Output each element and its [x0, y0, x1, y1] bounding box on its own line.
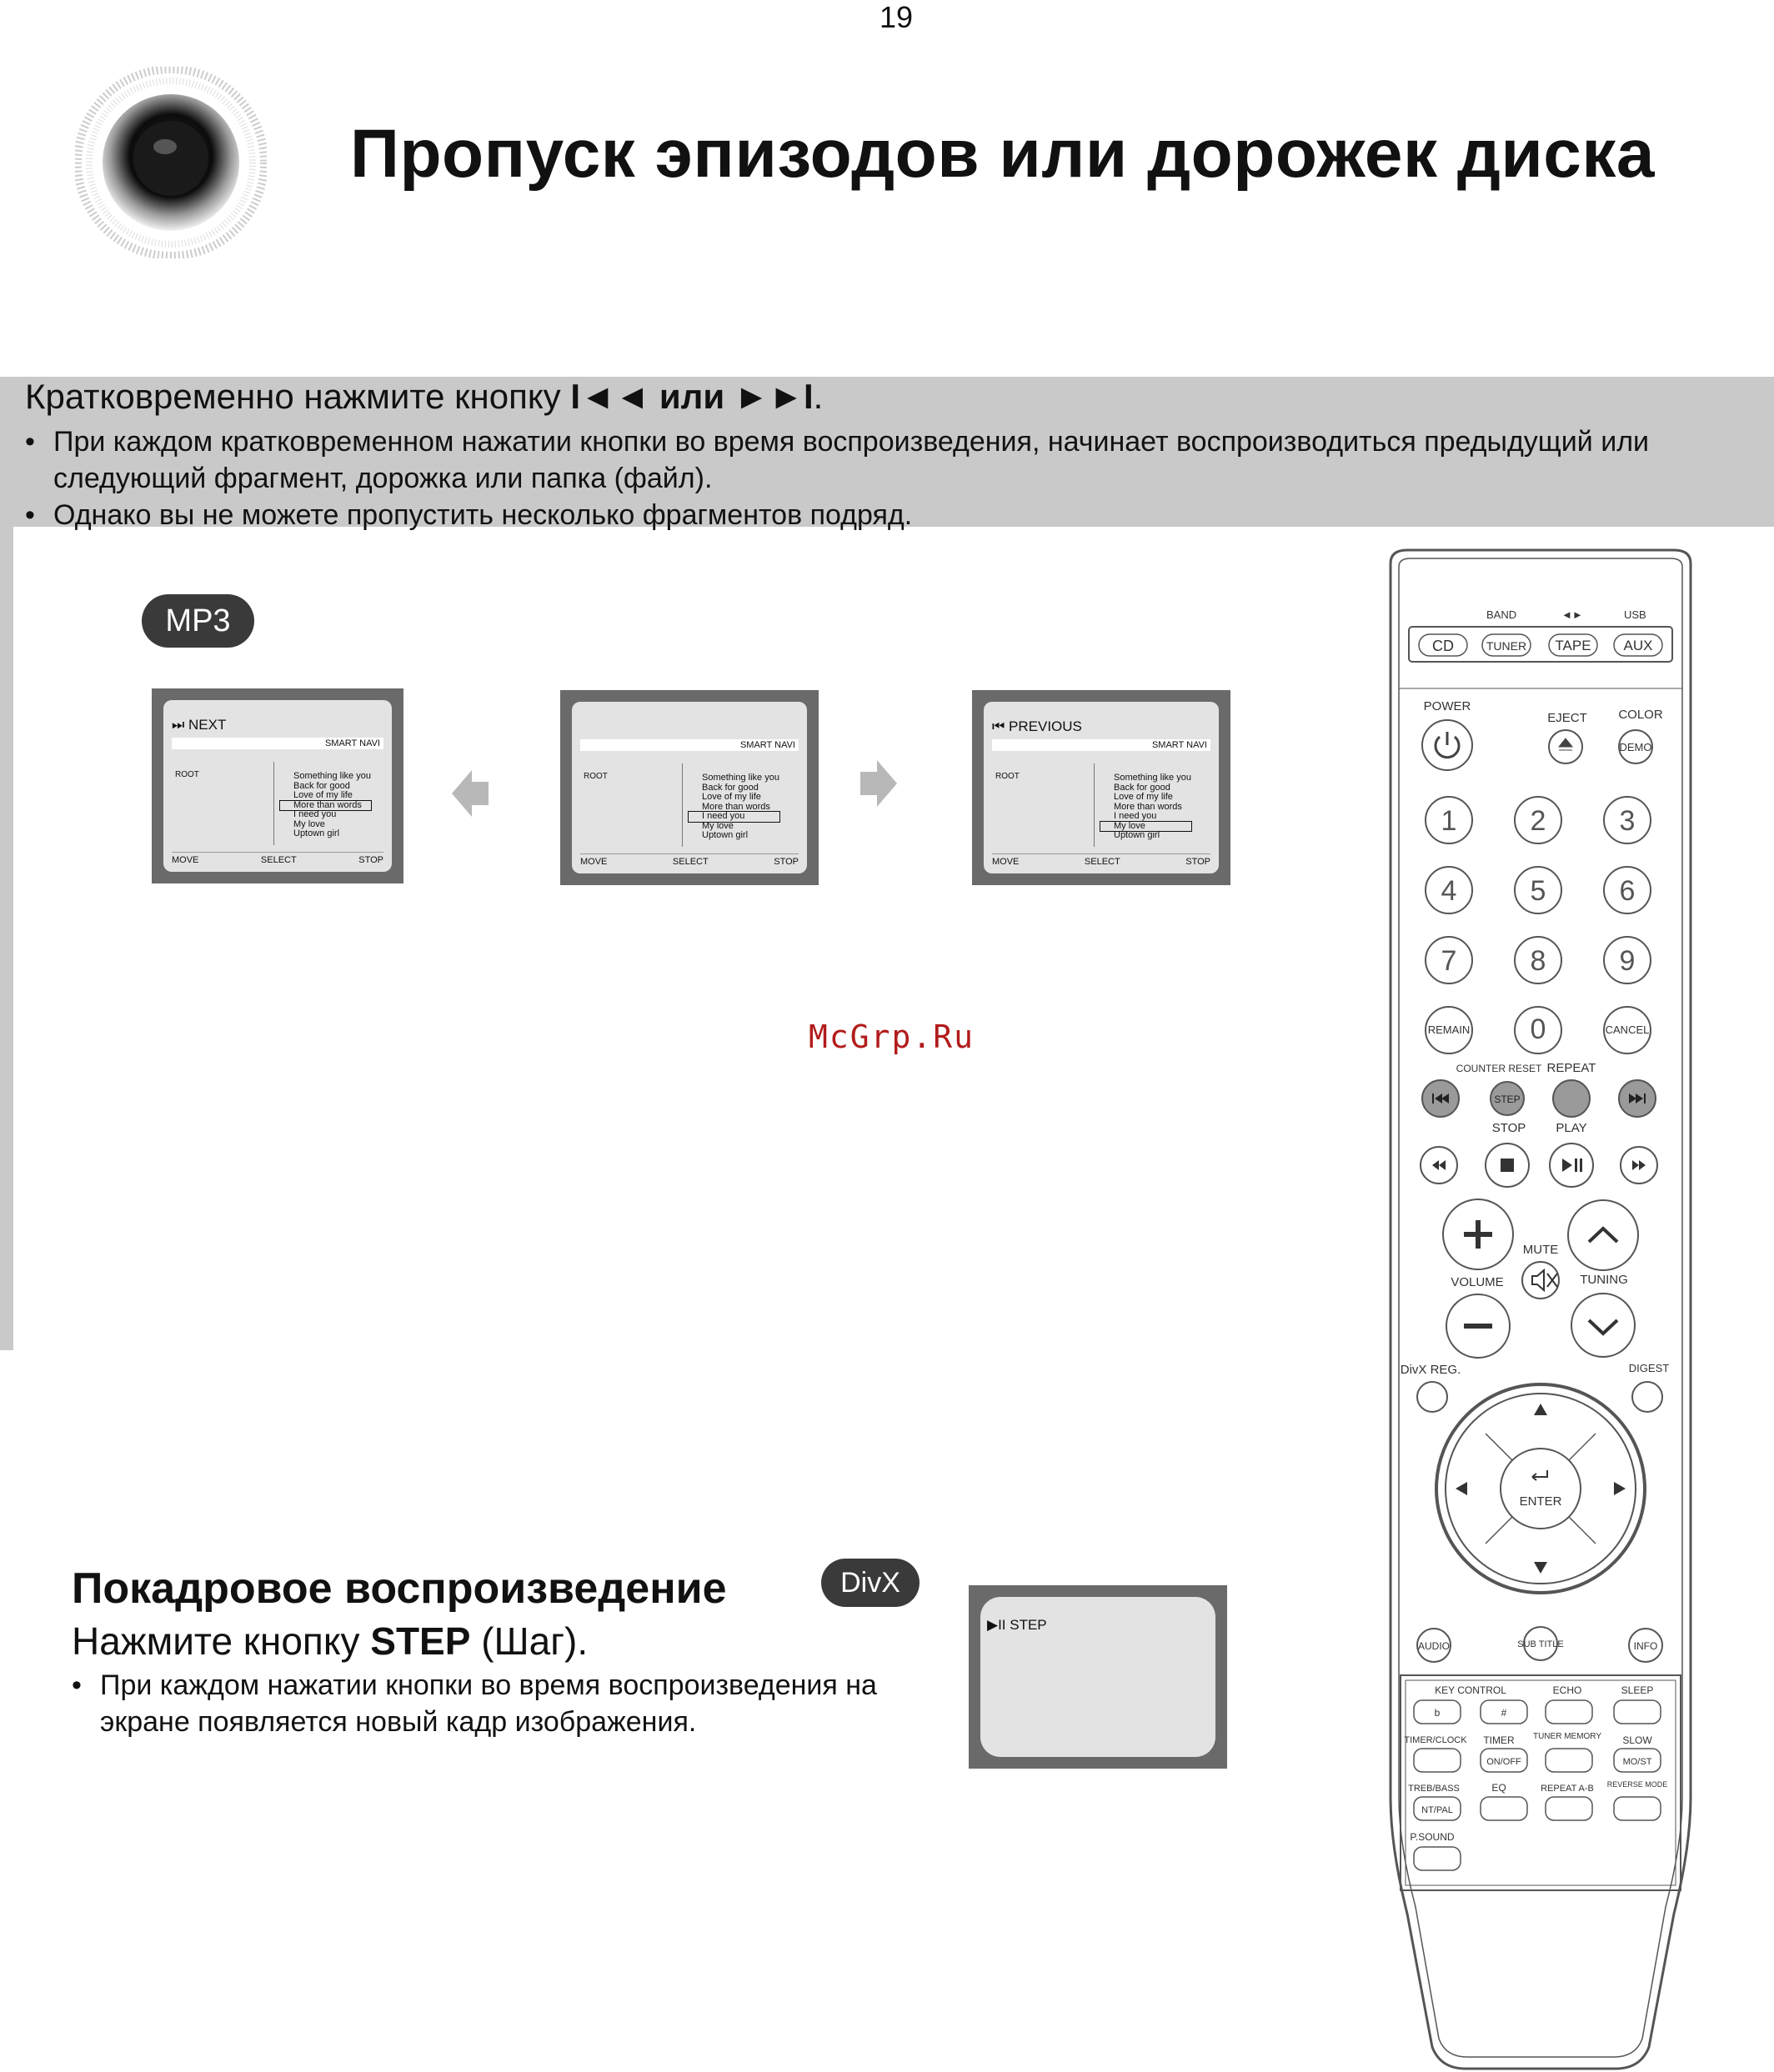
- footer-hint: SELECT: [672, 857, 709, 867]
- track-item[interactable]: I need you: [293, 809, 337, 819]
- subtitle-label: SUB TITLE: [1517, 1639, 1564, 1649]
- bullet-2-text: Однако вы не можете пропустить несколько фрагментов подряд.: [53, 499, 913, 531]
- digit-1[interactable]: 1: [1441, 805, 1457, 837]
- reverse-mode-label: REVERSE MODE: [1606, 1780, 1668, 1789]
- track-item[interactable]: Uptown girl: [293, 828, 340, 838]
- track-item[interactable]: Love of my life: [702, 792, 761, 802]
- smart-navi-bar: SMART NAVI: [172, 738, 383, 749]
- digit-2[interactable]: 2: [1530, 805, 1546, 837]
- track-item[interactable]: Back for good: [702, 782, 759, 793]
- mute-label: MUTE: [1522, 1243, 1559, 1257]
- sleep-label: SLEEP: [1621, 1684, 1654, 1696]
- track-item[interactable]: Love of my life: [293, 790, 353, 800]
- sleep-button[interactable]: [1614, 1700, 1661, 1724]
- mp3-badge: MP3: [142, 594, 254, 648]
- skip-instruction-text: Кратковременно нажмите кнопку: [25, 377, 571, 416]
- track-item[interactable]: Something like you: [702, 773, 779, 783]
- volume-label: VOLUME: [1451, 1275, 1504, 1289]
- band-label: BAND: [1486, 608, 1517, 621]
- cancel-label: CANCEL: [1605, 1023, 1650, 1036]
- enter-icon: [1532, 1470, 1547, 1480]
- repeat-label: REPEAT: [1546, 1061, 1596, 1075]
- root-folder: ROOT: [584, 772, 608, 781]
- repeat-ab-button[interactable]: [1546, 1797, 1592, 1820]
- track-list: [689, 773, 779, 841]
- screen-divider: [682, 763, 683, 847]
- play-pause-icon: [1562, 1159, 1582, 1172]
- root-folder: ROOT: [175, 770, 199, 779]
- footer-hint: MOVE: [580, 857, 608, 867]
- smart-navi-bar: SMART NAVI: [992, 739, 1210, 751]
- repeat-button[interactable]: [1553, 1080, 1590, 1117]
- play-label: PLAY: [1556, 1121, 1587, 1135]
- footer-hint: STOP: [1185, 857, 1210, 867]
- track-item[interactable]: I need you: [689, 812, 779, 822]
- p-sound-button[interactable]: [1414, 1847, 1461, 1870]
- aux-label: AUX: [1623, 638, 1653, 653]
- step-screen: [969, 1585, 1227, 1769]
- fast-forward-icon: [1632, 1160, 1646, 1170]
- power-icon: [1436, 732, 1459, 758]
- digest-button[interactable]: [1632, 1382, 1662, 1412]
- bullet-3: • При каждом нажатии кнопки во время воспроизведения на экране появляется новый кадр изображения.: [72, 1667, 955, 1740]
- timer-clock-button[interactable]: [1414, 1749, 1461, 1772]
- skip-instruction-end: .: [813, 377, 824, 416]
- footer-hint: SELECT: [1084, 857, 1120, 867]
- eq-label: EQ: [1491, 1782, 1506, 1794]
- stop-icon: [1501, 1159, 1514, 1172]
- chevron-down-icon: [1589, 1320, 1617, 1334]
- counter-reset-label: COUNTER RESET: [1456, 1063, 1542, 1074]
- page-number: 19: [879, 0, 914, 34]
- color-label: COLOR: [1618, 708, 1663, 722]
- digit-3[interactable]: 3: [1619, 805, 1636, 837]
- usb-label: USB: [1624, 608, 1646, 621]
- track-item[interactable]: Uptown girl: [702, 830, 749, 840]
- timer-clock-label: TIMER/CLOCK: [1404, 1735, 1467, 1745]
- mute-button[interactable]: [1522, 1262, 1559, 1299]
- tuning-label: TUNING: [1580, 1273, 1628, 1287]
- step-instruction: [72, 1619, 588, 1664]
- screen-title: ⏭ NEXT: [172, 717, 227, 733]
- footer-hint: MOVE: [992, 857, 1020, 867]
- digit-0[interactable]: 0: [1530, 1013, 1546, 1045]
- track-item[interactable]: Uptown girl: [1114, 830, 1160, 840]
- eject-label: EJECT: [1547, 711, 1587, 725]
- digit-4[interactable]: 4: [1441, 875, 1457, 907]
- track-item[interactable]: My love: [1100, 822, 1191, 832]
- tuner-label: TUNER: [1486, 639, 1527, 653]
- nav-up-icon[interactable]: [1534, 1404, 1547, 1415]
- track-item[interactable]: My love: [293, 818, 325, 829]
- info-label: INFO: [1633, 1640, 1658, 1652]
- arrow-left-icon: [452, 770, 489, 817]
- tuning-down-button[interactable]: [1571, 1294, 1635, 1357]
- mute-icon: [1532, 1270, 1557, 1290]
- smart-navi-bar: SMART NAVI: [580, 739, 799, 751]
- plus-icon: [1464, 1220, 1492, 1249]
- track-item[interactable]: My love: [702, 820, 734, 831]
- screen-footer: [172, 852, 383, 865]
- sharp-label: #: [1501, 1707, 1507, 1719]
- track-item[interactable]: Something like you: [293, 771, 371, 781]
- bullet-1-text: При каждом кратковременном нажатии кнопки во время воспроизведения, начинает воспроизводиться предыдущий или следующий фрагмент, дорожка или папка (файл).: [53, 426, 1650, 494]
- screen-current: [560, 690, 819, 885]
- footer-hint: SELECT: [260, 855, 297, 865]
- on-off-label: ON/OFF: [1486, 1757, 1521, 1767]
- tape-label: TAPE: [1555, 638, 1591, 653]
- audio-label: AUDIO: [1417, 1640, 1451, 1652]
- key-control-label: KEY CONTROL: [1435, 1684, 1506, 1696]
- watermark: McGrp.Ru: [809, 1018, 975, 1055]
- power-label: POWER: [1423, 699, 1471, 713]
- echo-label: ECHO: [1552, 1684, 1582, 1696]
- flat-label: b: [1434, 1707, 1441, 1719]
- step-heading: Покадровое воспроизведение: [72, 1564, 727, 1613]
- digit-7[interactable]: 7: [1441, 945, 1457, 977]
- footer-hint: STOP: [358, 855, 383, 865]
- digest-label: DIGEST: [1628, 1362, 1670, 1374]
- digit-9[interactable]: 9: [1619, 945, 1636, 977]
- mo-st-label: MO/ST: [1622, 1757, 1652, 1767]
- divx-reg-label: DivX REG.: [1400, 1363, 1461, 1377]
- skip-instruction: [25, 377, 823, 417]
- skip-buttons-text: I◄◄ или ►►I: [570, 377, 814, 416]
- track-item[interactable]: More than words: [702, 801, 770, 812]
- eject-icon: [1559, 738, 1572, 750]
- disc-icon: [75, 67, 267, 258]
- track-item[interactable]: Something like you: [1114, 773, 1191, 783]
- treb-bass-label: TREB/BASS: [1408, 1784, 1460, 1794]
- tuner-memory-button[interactable]: [1546, 1749, 1592, 1772]
- bullet-2: • Однако вы не можете пропустить несколько фрагментов подряд.: [25, 497, 1759, 533]
- tape-dir-label: ◄►: [1561, 608, 1583, 621]
- left-rule: [0, 527, 13, 1350]
- bullet-3-text: При каждом нажатии кнопки во время воспроизведения на экране появляется новый кадр изображения.: [100, 1669, 877, 1738]
- track-item[interactable]: Back for good: [293, 780, 350, 791]
- digit-5[interactable]: 5: [1530, 875, 1546, 907]
- nav-left-icon[interactable]: [1456, 1482, 1467, 1495]
- footer-hint: STOP: [774, 857, 799, 867]
- track-item[interactable]: Love of my life: [1114, 792, 1173, 802]
- screen-previous: [972, 690, 1230, 885]
- chevron-up-icon: [1589, 1229, 1617, 1242]
- nav-ring: [1436, 1384, 1645, 1593]
- rewind-icon: [1432, 1160, 1446, 1170]
- root-folder: ROOT: [995, 772, 1020, 781]
- p-sound-label: P.SOUND: [1410, 1831, 1455, 1843]
- track-item[interactable]: Back for good: [1114, 782, 1170, 793]
- enter-label: ENTER: [1519, 1494, 1562, 1509]
- digit-8[interactable]: 8: [1530, 945, 1546, 977]
- screen-divider: [273, 762, 274, 845]
- track-list: [1100, 773, 1191, 841]
- echo-button[interactable]: [1546, 1700, 1592, 1724]
- screen-title: ⏮ PREVIOUS: [992, 718, 1082, 734]
- step-instruction-end: (Шаг).: [470, 1619, 589, 1663]
- track-item[interactable]: More than words: [280, 801, 371, 811]
- track-list: [280, 772, 371, 839]
- tuning-up-button[interactable]: [1568, 1200, 1638, 1270]
- step-label: STEP: [1494, 1094, 1521, 1105]
- divx-reg-button[interactable]: [1417, 1382, 1447, 1412]
- nav-down-icon[interactable]: [1534, 1562, 1547, 1574]
- screen-next: [152, 688, 403, 883]
- digit-6[interactable]: 6: [1619, 875, 1636, 907]
- screen-footer: [580, 853, 799, 867]
- reverse-mode-button[interactable]: [1614, 1797, 1661, 1820]
- footer-hint: MOVE: [172, 855, 199, 865]
- track-item[interactable]: More than words: [1114, 801, 1182, 812]
- bullet-1: • При каждом кратковременном нажатии кнопки во время воспроизведения, начинает воспроизводиться предыдущий или следующий фрагмент, дорожка или папка (файл).: [25, 423, 1759, 497]
- tuner-memory-label: TUNER MEMORY: [1532, 1732, 1602, 1741]
- cd-label: CD: [1432, 638, 1454, 654]
- timer-label: TIMER: [1483, 1734, 1515, 1746]
- enter-button[interactable]: [1501, 1449, 1581, 1529]
- demo-label: DEMO: [1619, 741, 1652, 753]
- step-bold: STEP: [370, 1619, 471, 1663]
- eq-button[interactable]: [1481, 1797, 1527, 1820]
- arrow-right-icon: [860, 760, 897, 807]
- step-screen-label: ▶II STEP: [987, 1617, 1047, 1633]
- track-item[interactable]: I need you: [1114, 811, 1157, 821]
- slow-label: SLOW: [1622, 1734, 1652, 1746]
- repeat-ab-label: REPEAT A-B: [1541, 1784, 1594, 1794]
- remote-control: [1374, 547, 1707, 2072]
- stop-label: STOP: [1491, 1121, 1526, 1135]
- nt-pal-label: NT/PAL: [1421, 1805, 1453, 1815]
- step-instruction-text: Нажмите кнопку: [72, 1619, 371, 1663]
- screen-divider: [1094, 763, 1095, 847]
- page-title: Пропуск эпизодов или дорожек диска: [350, 116, 1656, 192]
- nav-right-icon[interactable]: [1614, 1482, 1626, 1495]
- divx-badge: DivX: [821, 1559, 920, 1607]
- screen-footer: [992, 853, 1210, 867]
- remain-label: REMAIN: [1427, 1023, 1471, 1036]
